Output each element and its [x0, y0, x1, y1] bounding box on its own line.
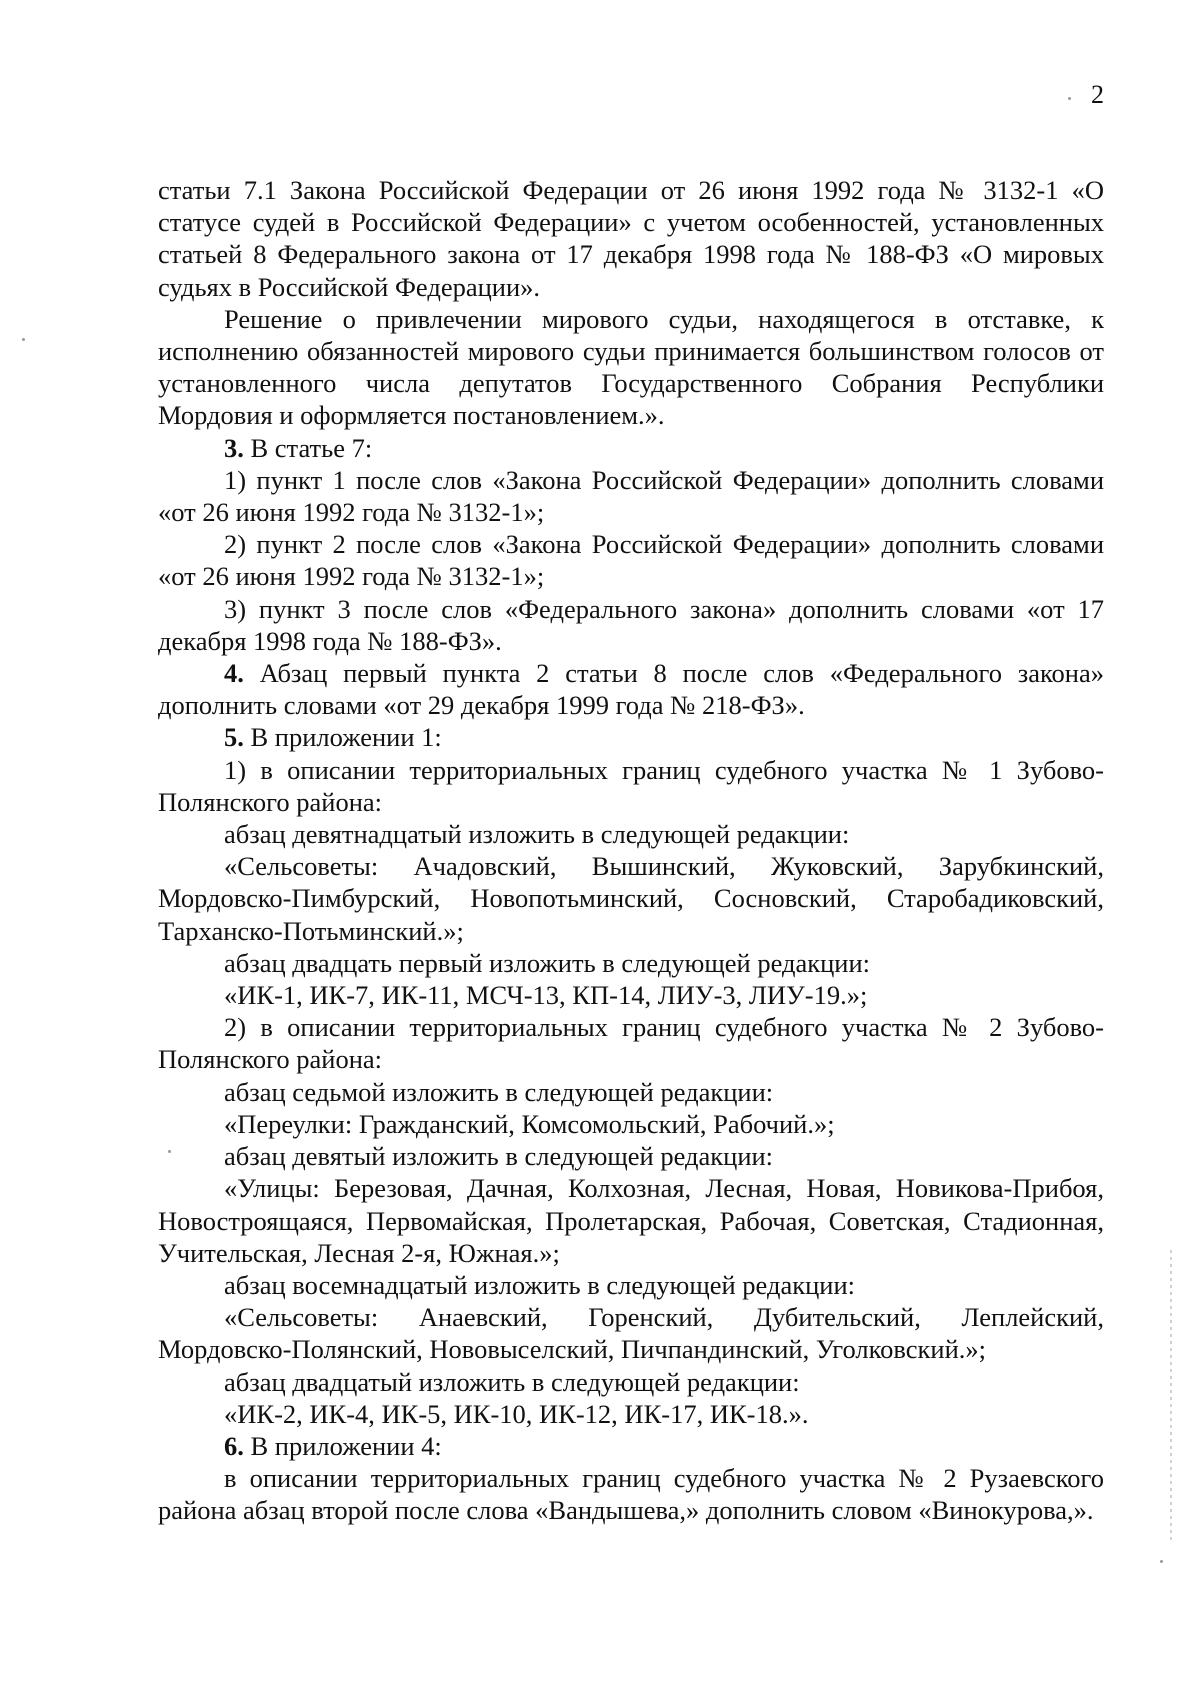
- item-number: 4.: [224, 658, 244, 689]
- paragraph: [158, 1011, 1104, 1075]
- paragraph: [158, 303, 1104, 432]
- paragraph-text: «ИК-2, ИК-4, ИК-5, ИК-10, ИК-12, ИК-17, ИК-18.».: [224, 1398, 809, 1429]
- item-number: 5.: [224, 722, 244, 753]
- paragraph-text: в описании территориальных границ судебного участка № 2 Рузаевского района абзац второй после слова «Вандышева,» дополнить словом «Винокурова,».: [158, 1463, 1104, 1526]
- paragraph-text: 1) в описании территориальных границ судебного участка № 1 Зубово-Полянского района:: [158, 754, 1104, 817]
- scan-speck: [1160, 1560, 1163, 1563]
- paragraph: [158, 1108, 1104, 1140]
- scan-speck: [1068, 97, 1071, 100]
- paragraph: [158, 528, 1104, 592]
- paragraph: [158, 1172, 1104, 1269]
- paragraph-text: абзац девятнадцатый изложить в следующей редакции:: [224, 819, 850, 850]
- paragraph: [158, 657, 1104, 721]
- paragraph: [158, 979, 1104, 1011]
- paragraph-text: Абзац первый пункта 2 статьи 8 после слов «Федерального закона» дополнить словами «от 29 декабря 1999 года № 218-ФЗ».: [158, 658, 1104, 721]
- paragraph: [158, 593, 1104, 657]
- paragraph: [158, 1269, 1104, 1301]
- paragraph: [158, 1430, 1104, 1462]
- paragraph-text: В приложении 1:: [243, 722, 442, 753]
- paragraph: [158, 174, 1104, 303]
- paragraph-text: «Сельсоветы: Анаевский, Горенский, Дубительский, Леплейский, Мордовско-Полянский, Нововыселский, Пичпандинский, Уголковский.»;: [158, 1302, 1104, 1365]
- paragraph-text: абзац восемнадцатый изложить в следующей редакции:: [224, 1269, 855, 1300]
- paragraph-text: 3) пункт 3 после слов «Федерального закона» дополнить словами «от 17 декабря 1998 года № 188-ФЗ».: [158, 593, 1104, 656]
- paragraph: [158, 721, 1104, 753]
- paragraph-text: абзац двадцать первый изложить в следующей редакции:: [224, 947, 871, 978]
- item-number: 3.: [224, 432, 244, 463]
- paragraph: [158, 1076, 1104, 1108]
- paragraph: [158, 432, 1104, 464]
- paragraph: [158, 754, 1104, 818]
- paragraph-text: «Переулки: Гражданский, Комсомольский, Рабочий.»;: [224, 1108, 835, 1139]
- paragraph: [158, 1301, 1104, 1365]
- paragraph-text: «Улицы: Березовая, Дачная, Колхозная, Лесная, Новая, Новикова-Прибоя, Новостроящаяся, Первомайская, Пролетарская, Рабочая, Советская, Стадионная, Учительская, Лесная 2-я, Южная.»;: [158, 1173, 1104, 1268]
- page-number: 2: [1091, 80, 1104, 109]
- scan-speck: [22, 338, 25, 341]
- paragraph-text: В приложении 4:: [243, 1430, 442, 1461]
- paragraph-text: статьи 7.1 Закона Российской Федерации от 26 июня 1992 года № 3132-1 «О статусе судей в Российской Федерации» с учетом особенностей, установленных статьей 8 Федерального закона от 17 декабря 1998 года № 188-ФЗ «О мировых судьях в Российской Федерации».: [158, 175, 1104, 302]
- paragraph-text: В статье 7:: [243, 432, 373, 463]
- paragraph-text: 2) пункт 2 после слов «Закона Российской Федерации» дополнить словами «от 26 июня 1992 года № 3132-1»;: [158, 529, 1104, 592]
- scan-edge-mark: [1170, 1250, 1172, 1540]
- paragraph: [158, 1366, 1104, 1398]
- paragraph: [158, 1398, 1104, 1430]
- paragraph-text: 2) в описании территориальных границ судебного участка № 2 Зубово-Полянского района:: [158, 1012, 1104, 1075]
- scan-speck: [168, 1150, 171, 1153]
- paragraph: [158, 850, 1104, 947]
- paragraph: [158, 464, 1104, 528]
- paragraph: [158, 947, 1104, 979]
- paragraph: [158, 818, 1104, 850]
- paragraph-text: абзац двадцатый изложить в следующей редакции:: [224, 1366, 800, 1397]
- paragraph-text: «ИК-1, ИК-7, ИК-11, МСЧ-13, КП-14, ЛИУ-3, ЛИУ-19.»;: [224, 980, 868, 1011]
- paragraph-text: абзац девятый изложить в следующей редакции:: [224, 1141, 774, 1172]
- item-number: 6.: [224, 1430, 244, 1461]
- paragraph-text: 1) пункт 1 после слов «Закона Российской Федерации» дополнить словами «от 26 июня 1992 года № 3132-1»;: [158, 464, 1104, 528]
- paragraph-text: «Сельсоветы: Ачадовский, Вышинский, Жуковский, Зарубкинский, Мордовско-Пимбурский, Новопотьминский, Сосновский, Старобадиковский, Тарханско-Потьминский.»;: [158, 851, 1104, 946]
- paragraph-text: абзац седьмой изложить в следующей редакции:: [224, 1076, 774, 1107]
- paragraph: [158, 1462, 1104, 1526]
- document-body: [158, 174, 1104, 1527]
- paragraph: [158, 1140, 1104, 1172]
- paragraph-text: Решение о привлечении мирового судьи, находящегося в отставке, к исполнению обязанностей мирового судьи принимается большинством голосов от установленного числа депутатов Государственного Собрания Республики Мордовия и оформляется постановлением.».: [158, 303, 1104, 431]
